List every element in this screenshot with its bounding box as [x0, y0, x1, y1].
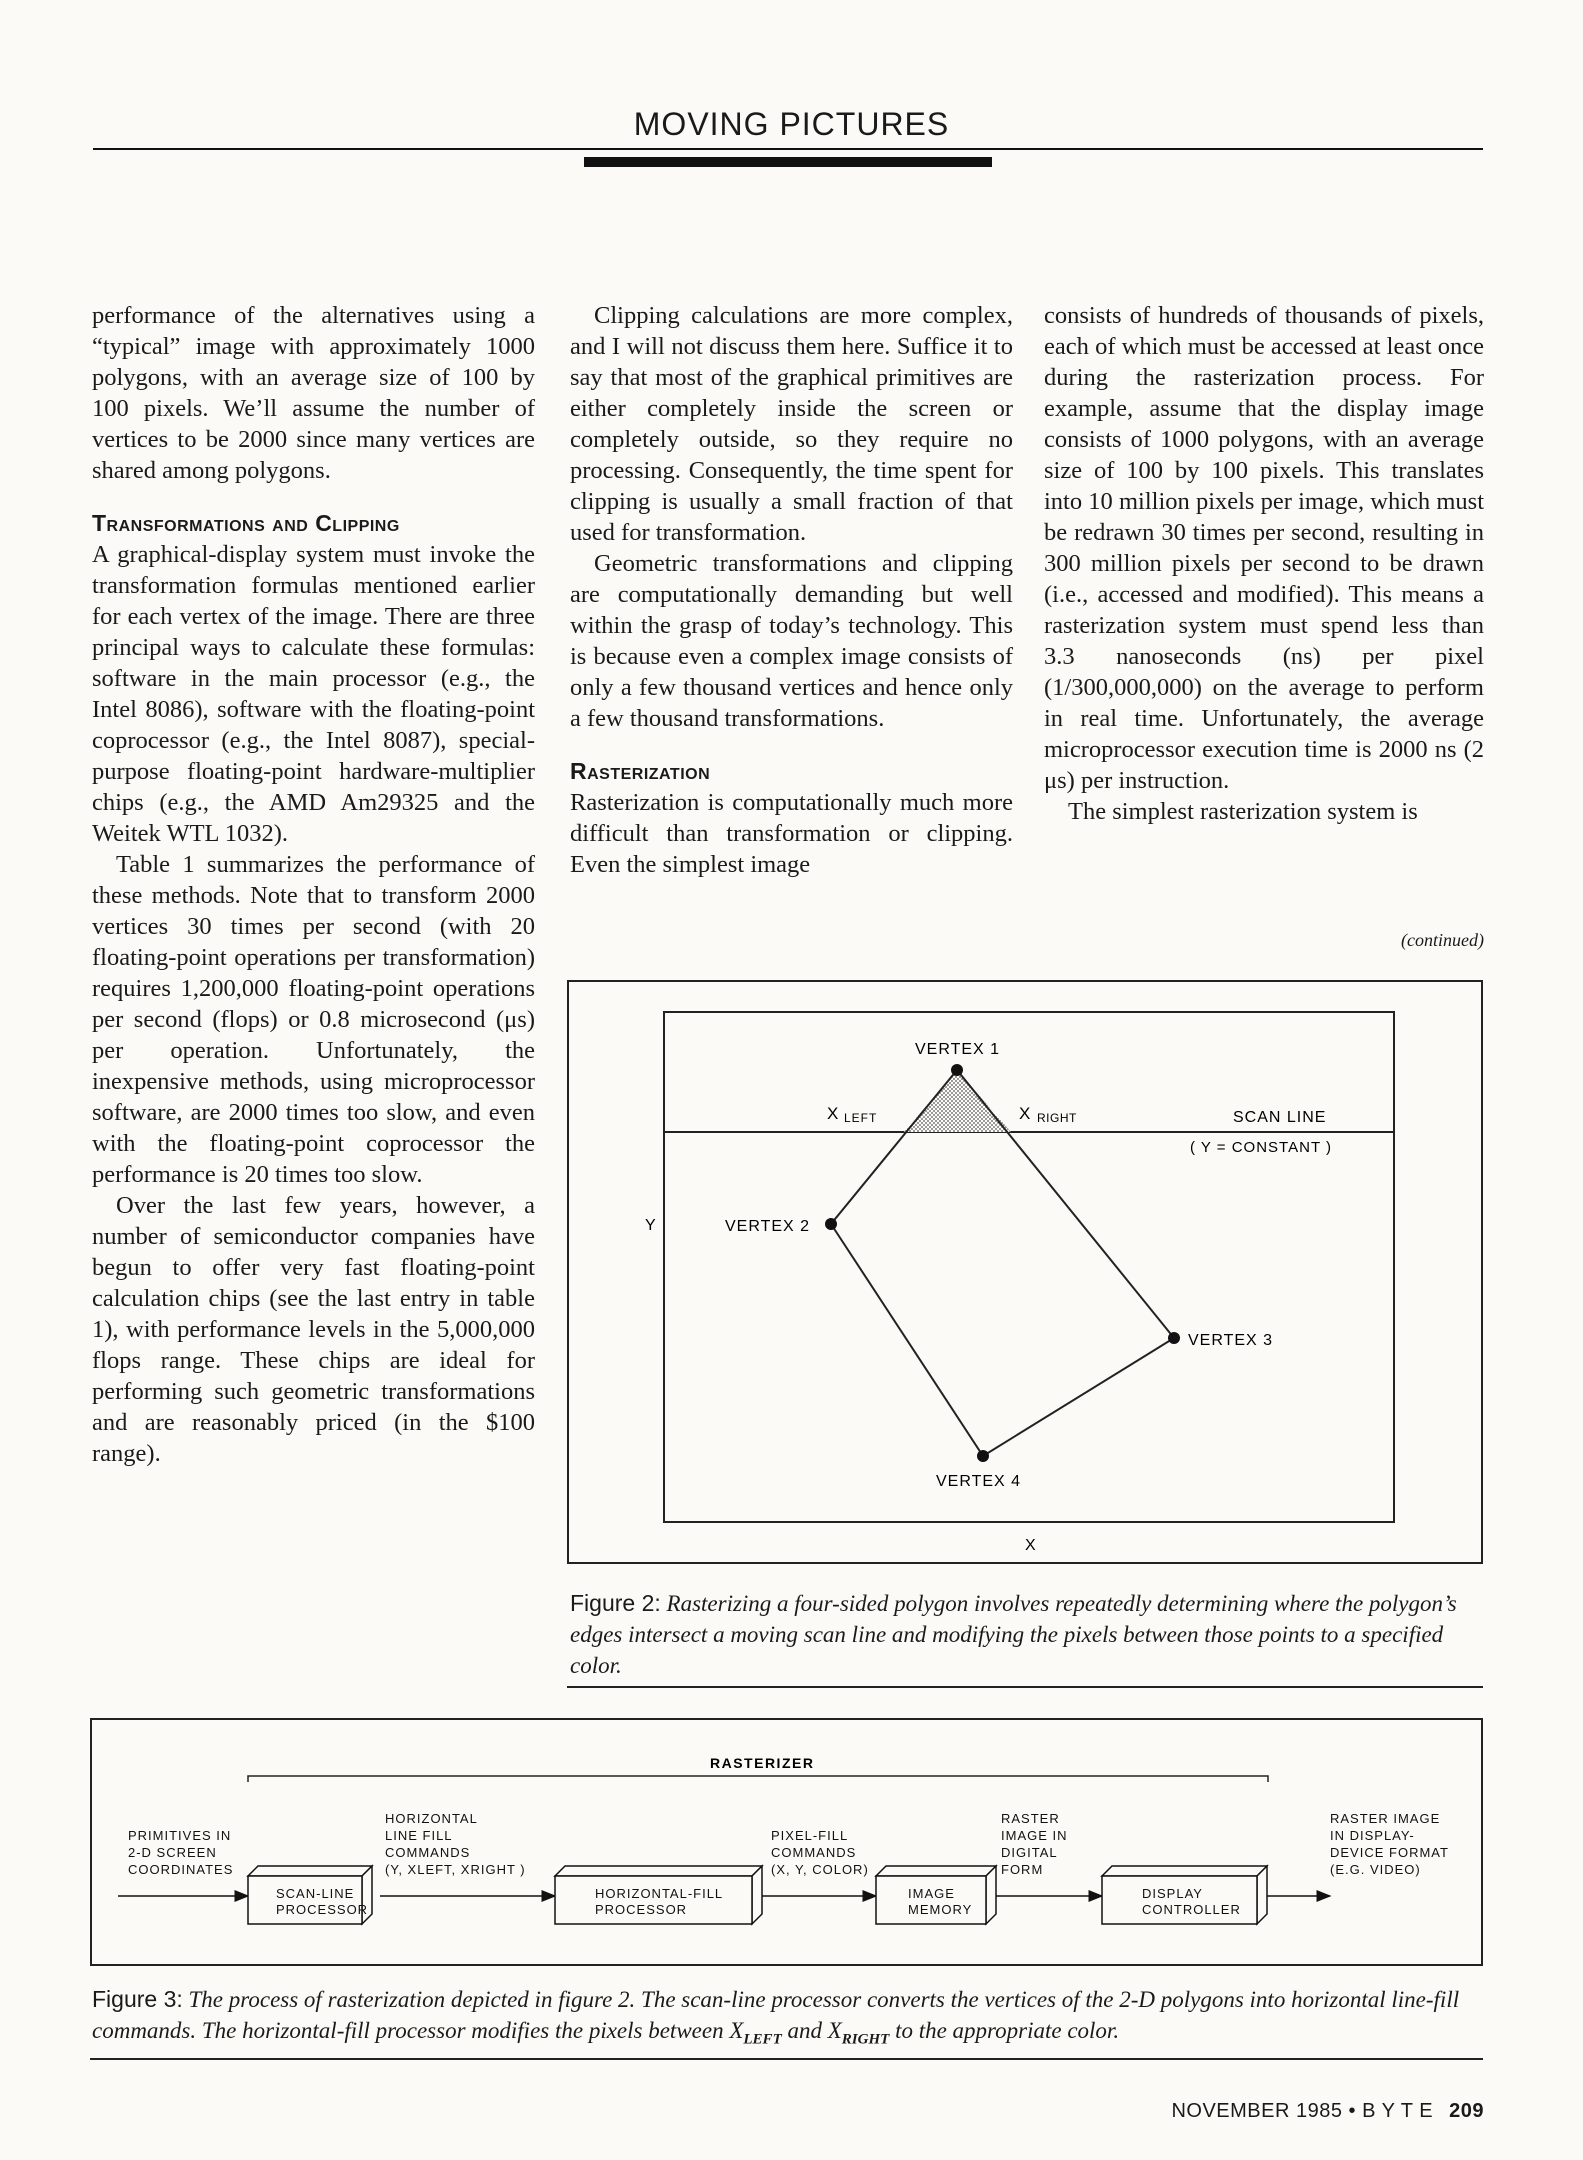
figure-3-caption	[92, 1984, 1484, 2056]
vertex-3-point	[1168, 1332, 1180, 1344]
pixel-fill-label-1: PIXEL-FILL	[771, 1828, 849, 1843]
hline-label-4: (Y, XLEFT, XRIGHT )	[385, 1862, 526, 1877]
rasterizer-bracket	[248, 1776, 1268, 1782]
raster-display-label-4: (E.G. VIDEO)	[1330, 1862, 1421, 1877]
paragraph: The simplest rasterization system is	[1068, 798, 1418, 825]
section-heading: Transformations and Clipping	[92, 510, 400, 536]
figure-3-rule	[90, 2058, 1483, 2060]
scan-line-processor-label-1: SCAN-LINE	[276, 1886, 355, 1901]
vertex-4-point	[977, 1450, 989, 1462]
caption-subscript-right: RIGHT	[841, 2031, 890, 2048]
caption-label: Figure 3:	[92, 1986, 183, 2012]
hline-label-3: COMMANDS	[385, 1845, 471, 1860]
rasterizer-label: RASTERIZER	[710, 1755, 815, 1771]
paragraph: Clipping calculations are more complex, and I will not discuss them here. Suffice it to say that most of the graphical primitives are either completely inside the screen or completely outside, so they require no processing. Consequently, the time spent for clipping is usually a small fraction of that used for transformation.	[570, 302, 1013, 546]
vertex-2-label: VERTEX 2	[725, 1218, 811, 1235]
section-title: MOVING PICTURES	[633, 106, 950, 142]
caption-label: Figure 2:	[570, 1590, 661, 1616]
filled-span-region	[904, 1070, 1011, 1132]
caption-text-end: to the appropriate color.	[889, 2018, 1120, 2043]
primitives-label-2: 2-D SCREEN	[128, 1845, 217, 1860]
article-column-3	[1044, 300, 1484, 827]
paragraph: A graphical-display system must invoke the transformation formulas mentioned earlier for each vertex of the image. There are three principal ways to calculate these formulas: software in the main processor (e.g., the Intel 8086), software with the floating-point coprocessor (e.g., the Intel 8087), special-purpose floating-point hardware-multiplier chips (e.g., the AMD Am29325 and the Weitek WTL 1032).	[92, 541, 535, 847]
display-controller-label-2: CONTROLLER	[1142, 1902, 1241, 1917]
x-axis-label: X	[1025, 1537, 1036, 1554]
caption-text: Rasterizing a four-sided polygon involves repeatedly determining where the polygon’s edges intersect a moving scan line and modifying the pixels between those points to a specified color.	[570, 1591, 1457, 1678]
caption-text-mid: and X	[781, 2018, 842, 2043]
article-column-1	[92, 300, 535, 1469]
vertex-2-point	[825, 1218, 837, 1230]
figure-3-diagram	[90, 1718, 1483, 1966]
header-bar	[584, 157, 992, 167]
paragraph: consists of hundreds of thousands of pixels, each of which must be accessed at least once during the rasterization process. For example, assume that the display image consists of 1000 polygons, with an average size of 100 by 100 pixels. This translates into 10 million pixels per image, which must be redrawn 30 times per second, resulting in 300 million pixels per second to be drawn (i.e., accessed and modified). This means a rasterization system must spend less than 3.3 nanoseconds (ns) per pixel (1/300,000,000) on the average to perform in real time. Unfortunately, the average microprocessor execution time is 2000 ns (2 μs) per instruction.	[1044, 302, 1484, 794]
scan-line-label: SCAN LINE	[1233, 1109, 1327, 1126]
x-left-label: X	[827, 1104, 839, 1123]
paragraph: Geometric transformations and clipping are computationally demanding but well within the grasp of today’s technology. This is because even a complex image consists of only a few thousand vertices and hence only a few thousand transformations.	[570, 550, 1013, 732]
scan-line-processor-label-2: PROCESSOR	[276, 1902, 369, 1917]
raster-display-label-2: IN DISPLAY-	[1330, 1828, 1415, 1843]
raster-digital-label-4: FORM	[1001, 1862, 1044, 1877]
paragraph: Rasterization is computationally much more difficult than transformation or clipping. Even the simplest image	[570, 789, 1013, 878]
hline-label-2: LINE FILL	[385, 1828, 453, 1843]
image-memory-label-1: IMAGE	[908, 1886, 955, 1901]
y-constant-label: ( Y = CONSTANT )	[1190, 1139, 1332, 1156]
x-right-subscript: RIGHT	[1037, 1111, 1077, 1125]
raster-display-label-3: DEVICE FORMAT	[1330, 1845, 1449, 1860]
hline-label-1: HORIZONTAL	[385, 1811, 478, 1826]
header-rule	[93, 148, 1483, 150]
vertex-1-point	[951, 1064, 963, 1076]
x-right-label: X	[1019, 1104, 1031, 1123]
caption-subscript-left: LEFT	[743, 2031, 782, 2048]
paragraph: performance of the alternatives using a “typical” image with approximately 1000 polygons, with an average size of 100 by 100 pixels. We’ll assume the number of vertices to be 2000 since many vertices are shared among polygons.	[92, 302, 535, 484]
vertex-1-label: VERTEX 1	[915, 1041, 1001, 1058]
pixel-fill-label-3: (X, Y, COLOR)	[771, 1862, 869, 1877]
raster-display-label-1: RASTER IMAGE	[1330, 1811, 1441, 1826]
raster-digital-label-2: IMAGE IN	[1001, 1828, 1068, 1843]
hfill-processor-label-2: PROCESSOR	[595, 1902, 688, 1917]
raster-digital-label-1: RASTER	[1001, 1811, 1060, 1826]
x-left-subscript: LEFT	[844, 1111, 878, 1125]
page-footer	[1060, 2100, 1484, 2123]
image-memory-label-2: MEMORY	[908, 1902, 973, 1917]
figure-2-rule	[567, 1686, 1483, 1688]
figure-2-caption	[570, 1588, 1482, 1681]
continued-note: (continued)	[1401, 930, 1484, 950]
primitives-label-1: PRIMITIVES IN	[128, 1828, 232, 1843]
y-axis-label: Y	[645, 1217, 656, 1234]
vertex-4-label: VERTEX 4	[936, 1473, 1022, 1490]
raster-digital-label-3: DIGITAL	[1001, 1845, 1058, 1860]
paragraph: Table 1 summarizes the performance of these methods. Note that to transform 2000 vertices 30 times per second (with 20 floating-point operations per transformation) requires 1,200,000 floating-point operations per second (flops) or 0.8 microsecond (μs) per operation. Unfortunately, the inexpensive methods, using microprocessor software, are 2000 times too slow, and even with the floating-point coprocessor the performance is 20 times too slow.	[92, 851, 535, 1188]
display-controller-label-1: DISPLAY	[1142, 1886, 1203, 1901]
paragraph: Over the last few years, however, a number of semiconductor companies have begun to offer very fast floating-point calculation chips (see the last entry in table 1), with performance levels in the 5,000,000 flops range. These chips are ideal for performing such geometric transformations and are reasonably priced (in the $100 range).	[92, 1192, 535, 1467]
figure-2-diagram	[567, 980, 1483, 1564]
section-heading: Rasterization	[570, 758, 711, 784]
issue-date: NOVEMBER 1985 • B Y T E	[1171, 2100, 1434, 2122]
page-number: 209	[1449, 2100, 1484, 2122]
vertex-3-label: VERTEX 3	[1188, 1332, 1274, 1349]
pixel-fill-label-2: COMMANDS	[771, 1845, 857, 1860]
hfill-processor-label-1: HORIZONTAL-FILL	[595, 1886, 724, 1901]
primitives-label-3: COORDINATES	[128, 1862, 234, 1877]
raster-area	[664, 1012, 1394, 1522]
caption-text: The process of rasterization depicted in figure 2. The scan-line processor converts the vertices of the 2-D polygons into horizontal line-fill commands. The horizontal-fill processor modifies the pixels between X	[92, 1987, 1460, 2043]
article-column-2	[570, 300, 1013, 880]
